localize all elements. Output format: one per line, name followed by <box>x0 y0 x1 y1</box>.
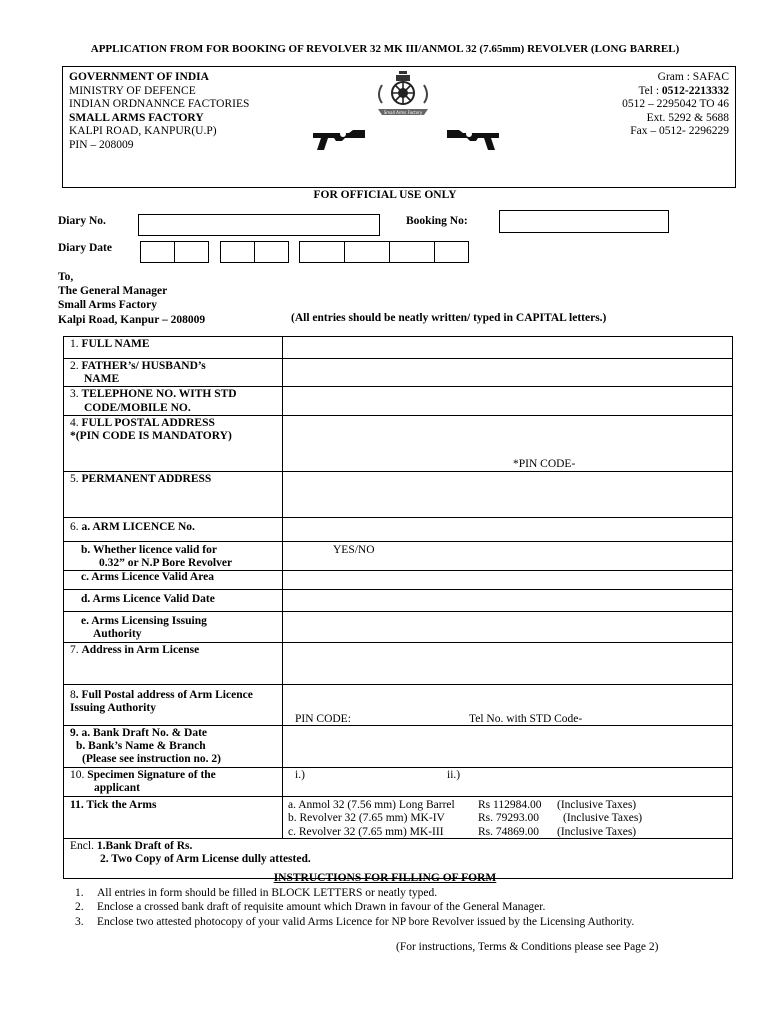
bank-draft-field[interactable] <box>283 725 733 767</box>
revolver-left-icon <box>311 119 369 151</box>
letterhead <box>62 66 736 188</box>
arm-option-a[interactable]: a. Anmol 32 (7.56 mm) Long Barrel Rs 112984.00 (Inclusive Taxes) <box>288 798 637 811</box>
date-digit-box[interactable] <box>174 241 209 263</box>
pin-code-label: *PIN CODE- <box>513 457 576 470</box>
full-name-field[interactable] <box>283 337 733 359</box>
org-line: SMALL ARMS FACTORY <box>69 111 204 124</box>
enclosure-1: 1.Bank Draft of Rs. <box>96 839 193 852</box>
father-name-label: 2. FATHER’s/ HUSBAND’s NAME <box>64 359 283 387</box>
postal-address-label: 4. FULL POSTAL ADDRESS *(PIN CODE IS MANDATORY) <box>64 415 283 471</box>
diary-no-field[interactable] <box>138 214 380 236</box>
emblem-caption: Small Arms Factory <box>383 110 423 115</box>
instruction-item: 2. Enclose a crossed bank draft of requisite amount which Drawn in favour of the General Manager. <box>75 901 546 914</box>
letterhead-left <box>69 71 249 153</box>
org-line: GOVERNMENT OF INDIA <box>69 71 209 83</box>
father-name-field[interactable] <box>283 359 733 387</box>
official-use-heading: FOR OFFICIAL USE ONLY <box>313 189 457 201</box>
diary-date-boxes <box>140 241 470 263</box>
revolver-right-icon <box>443 119 501 151</box>
valid-date-label: d. Arms Licence Valid Date <box>64 590 283 612</box>
capital-letters-note: (All entries should be neatly written/ typed in CAPITAL letters.) <box>291 312 607 324</box>
recipient-address: To, The General Manager Small Arms Factory Kalpi Road, Kanpur – 208009 <box>58 271 206 326</box>
date-digit-box[interactable] <box>389 241 435 263</box>
tick-arms-label: 11. Tick the Arms <box>64 796 283 838</box>
enclosures: Encl. 1.Bank Draft of Rs. 2. Two Copy of Arm License dully attested. <box>64 838 733 878</box>
instructions-title: INSTRUCTIONS FOR FILLING OF FORM <box>273 872 497 884</box>
org-line: MINISTRY OF DEFENCE <box>69 84 196 97</box>
tel-range-line: 0512 – 2295042 TO 46 <box>622 98 729 111</box>
date-digit-box[interactable] <box>220 241 255 263</box>
enclosure-2: 2. Two Copy of Arm License dully attested. <box>100 852 311 865</box>
telephone-field[interactable] <box>283 387 733 415</box>
signature-field[interactable] <box>283 767 733 796</box>
date-digit-box[interactable] <box>254 241 289 263</box>
signature-label: 10. Specimen Signature of the applicant <box>64 767 283 796</box>
arms-options <box>283 796 733 838</box>
date-digit-box[interactable] <box>299 241 345 263</box>
ext-line: Ext. 5292 & 5688 <box>646 111 729 124</box>
diary-date-label: Diary Date <box>58 242 112 254</box>
pin-code-label-2: PIN CODE: <box>295 712 351 725</box>
signature-ii-label: ii.) <box>447 768 461 781</box>
date-digit-box[interactable] <box>434 241 469 263</box>
letterhead-right <box>622 71 729 139</box>
org-line: KALPI ROAD, KANPUR(U.P) <box>69 125 217 138</box>
org-line: INDIAN ORDNANNCE FACTORIES <box>69 98 250 111</box>
arm-licence-label: 6. a. ARM LICENCE No. <box>64 517 283 541</box>
fax-line: Fax – 0512- 2296229 <box>630 125 729 138</box>
permanent-address-label: 5. PERMANENT ADDRESS <box>64 471 283 517</box>
booking-no-label: Booking No: <box>406 215 468 227</box>
org-line: PIN – 208009 <box>69 138 134 151</box>
license-address-label: 7. Address in Arm License <box>64 642 283 684</box>
license-address-field[interactable] <box>283 642 733 684</box>
gram-line: Gram : SAFAC <box>657 71 729 83</box>
footer-note: (For instructions, Terms & Conditions please see Page 2) <box>396 941 659 953</box>
form-title: APPLICATION FROM FOR BOOKING OF REVOLVER 32 MK III/ANMOL 32 (7.65mm) REVOLVER (LONG BARREL) <box>90 43 680 55</box>
valid-area-label: c. Arms Licence Valid Area <box>64 571 283 590</box>
diary-no-label: Diary No. <box>58 215 106 227</box>
arm-option-c[interactable]: c. Revolver 32 (7.65 mm) MK-III Rs. 74869.00 (Inclusive Taxes) <box>288 825 637 838</box>
yes-no-option[interactable]: YES/NO <box>333 543 375 556</box>
bank-draft-label: 9. a. Bank Draft No. & Date b. Bank’s Name & Branch (Please see instruction no. 2) <box>64 725 283 767</box>
tel-line: Tel : 0512-2213332 <box>638 84 729 97</box>
booking-no-field[interactable] <box>499 210 669 233</box>
arm-licence-field[interactable] <box>283 517 733 541</box>
application-form-table <box>63 336 733 879</box>
date-digit-box[interactable] <box>344 241 390 263</box>
factory-emblem-icon <box>368 69 438 125</box>
issuing-authority-label: e. Arms Licensing Issuing Authority <box>64 612 283 642</box>
date-digit-box[interactable] <box>140 241 175 263</box>
licence-validity-field[interactable] <box>283 541 733 570</box>
full-name-label: 1. FULL NAME <box>64 337 283 359</box>
instructions-list <box>75 886 634 929</box>
postal-address-field[interactable] <box>283 415 733 471</box>
telephone-label: 3. TELEPHONE NO. WITH STD CODE/MOBILE NO. <box>64 387 283 415</box>
valid-area-field[interactable] <box>283 571 733 590</box>
authority-address-label: 8. Full Postal address of Arm Licence Issuing Authority <box>64 684 283 725</box>
signature-i-label: i.) <box>295 768 305 781</box>
tel-number: 0512-2213332 <box>661 84 729 97</box>
arms-list <box>288 799 642 840</box>
authority-address-field[interactable] <box>283 684 733 725</box>
instruction-item: 3. Enclose two attested photocopy of your valid Arms Licence for NP bore Revolver issued by the Licensing Authority. <box>75 915 635 928</box>
issuing-authority-field[interactable] <box>283 612 733 642</box>
permanent-address-field[interactable] <box>283 471 733 517</box>
licence-validity-label: b. Whether licence valid for 0.32” or N.P Bore Revolver <box>64 541 283 570</box>
arm-option-b[interactable]: b. Revolver 32 (7.65 mm) MK-IV Rs. 79293.00 (Inclusive Taxes) <box>288 812 643 825</box>
instruction-item: 1. All entries in form should be filled in BLOCK LETTERS or neatly typed. <box>75 887 438 899</box>
valid-date-field[interactable] <box>283 590 733 612</box>
tel-std-label: Tel No. with STD Code- <box>469 712 583 725</box>
